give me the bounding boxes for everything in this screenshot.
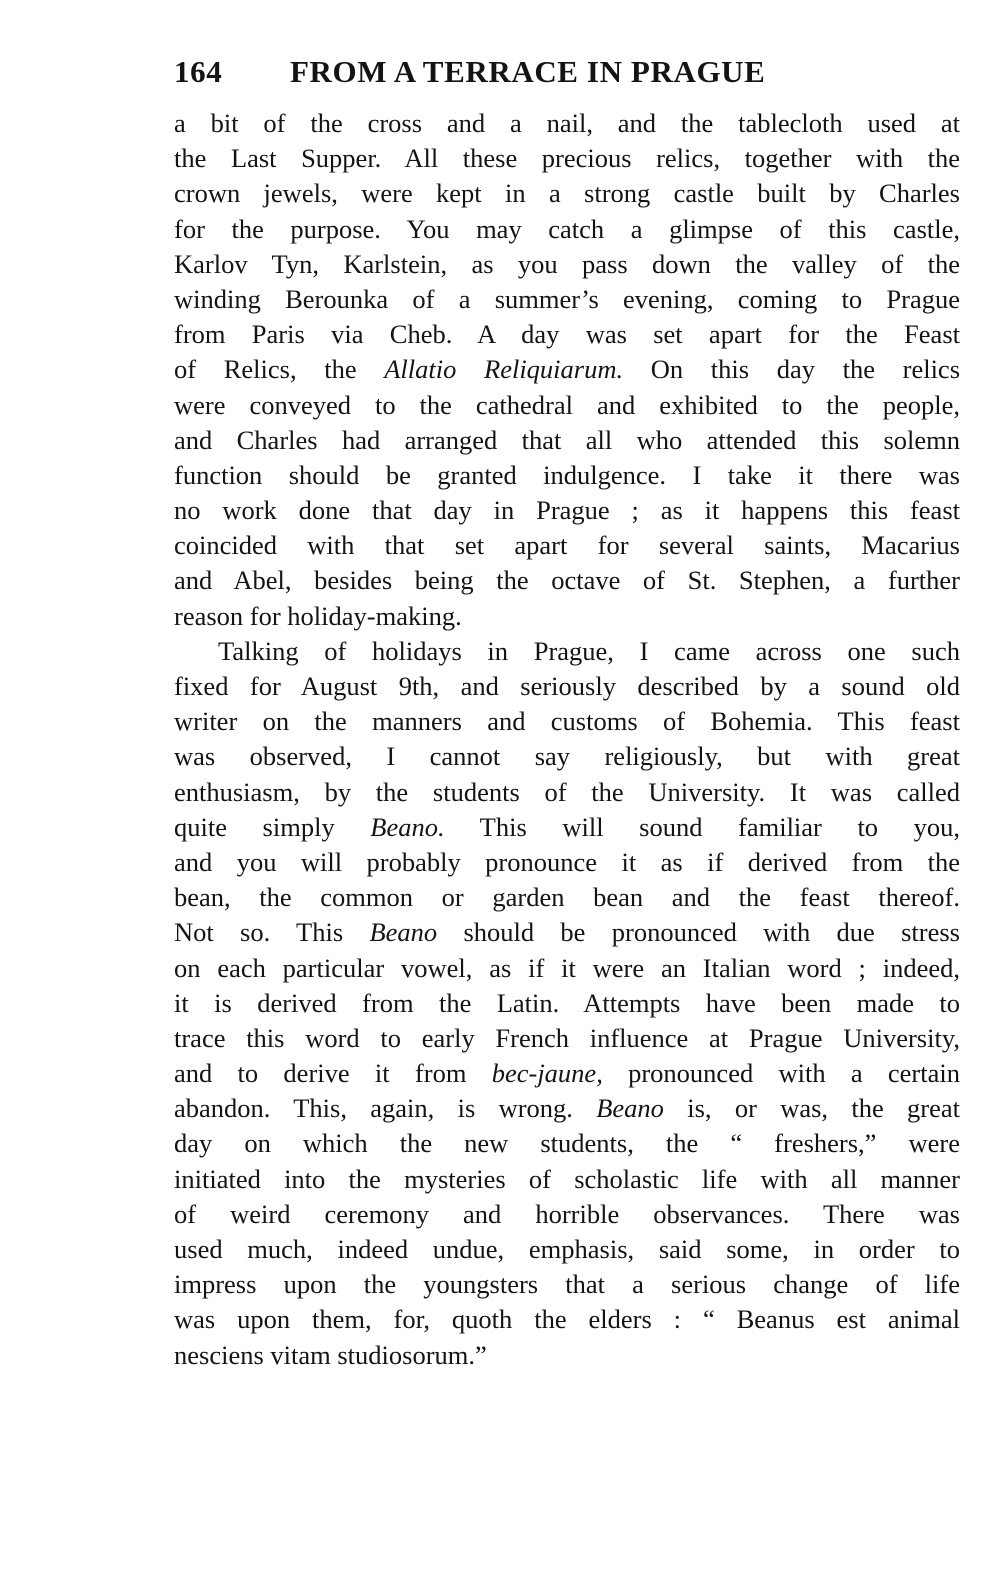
text-line: bean, the common or garden bean and the feast thereof. bbox=[174, 882, 960, 913]
text-line: Not so. This Beano should be pronounced with due stress bbox=[174, 917, 960, 948]
text-line: reason for holiday-making. bbox=[174, 600, 462, 631]
text-line: abandon. This, again, is wrong. Beano is, or was, the great bbox=[174, 1093, 960, 1124]
text-line: quite simply Beano. This will sound familiar to you, bbox=[174, 811, 960, 842]
italic-phrase: Beano bbox=[369, 917, 438, 948]
text-line: and Abel, besides being the octave of St. Stephen, a further bbox=[174, 565, 960, 596]
text-line: coincided with that set apart for several saints, Macarius bbox=[174, 530, 960, 561]
text-line: and to derive it from bec-jaune, pronounced with a certain bbox=[174, 1058, 960, 1089]
text-line: crown jewels, were kept in a strong castle built by Charles bbox=[174, 178, 960, 209]
page-number: 164 bbox=[174, 54, 223, 89]
body-text bbox=[174, 106, 960, 1373]
text-line: and you will probably pronounce it as if derived from the bbox=[174, 846, 960, 877]
text-line: of Relics, the Allatio Reliquiarum. On this day the relics bbox=[174, 354, 961, 385]
text-line: was observed, I cannot say religiously, but with great bbox=[174, 741, 960, 772]
text-line: function should be granted indulgence. I take it there was bbox=[174, 459, 960, 490]
text-line: from Paris via Cheb. A day was set apart for the Feast bbox=[174, 319, 960, 350]
running-head bbox=[174, 50, 960, 94]
paragraph-1 bbox=[174, 106, 960, 634]
text-line: no work done that day in Prague ; as it happens this feast bbox=[174, 495, 960, 526]
text-line: winding Berounka of a summer’s evening, coming to Prague bbox=[174, 283, 960, 314]
text-line: Talking of holidays in Prague, I came across one such bbox=[218, 635, 960, 666]
text-line: and Charles had arranged that all who attended this solemn bbox=[174, 424, 960, 455]
italic-phrase: Allatio Reliquiarum. bbox=[384, 354, 624, 385]
paragraph-2 bbox=[174, 634, 960, 1373]
text-line: nesciens vitam studiosorum.” bbox=[174, 1339, 487, 1370]
italic-phrase: Beano bbox=[596, 1093, 664, 1124]
text-line: trace this word to early French influence at Prague University, bbox=[174, 1022, 960, 1053]
text-line: enthusiasm, by the students of the University. It was called bbox=[174, 776, 960, 807]
text-line: a bit of the cross and a nail, and the tablecloth used at bbox=[174, 108, 960, 138]
text-line: was upon them, for, quoth the elders : “ Beanus est animal bbox=[174, 1304, 960, 1335]
text-line: were conveyed to the cathedral and exhibited to the people, bbox=[174, 389, 960, 420]
text-line: fixed for August 9th, and seriously described by a sound old bbox=[174, 671, 960, 701]
italic-phrase: Beano. bbox=[370, 811, 445, 842]
text-line: on each particular vowel, as if it were an Italian word ; indeed, bbox=[174, 952, 960, 983]
text-line: of weird ceremony and horrible observances. There was bbox=[174, 1198, 960, 1229]
text-line: writer on the manners and customs of Bohemia. This feast bbox=[174, 706, 960, 737]
text-line: it is derived from the Latin. Attempts have been made to bbox=[174, 987, 960, 1018]
text-line: initiated into the mysteries of scholastic life with all manner bbox=[174, 1163, 960, 1194]
book-page bbox=[174, 50, 960, 1373]
italic-phrase: bec-jaune, bbox=[491, 1058, 603, 1089]
text-line: for the purpose. You may catch a glimpse of this castle, bbox=[174, 213, 960, 244]
text-line: impress upon the youngsters that a serious change of life bbox=[174, 1269, 960, 1300]
text-line: the Last Supper. All these precious relics, together with the bbox=[174, 143, 960, 174]
text-line: day on which the new students, the “ freshers,” were bbox=[174, 1128, 960, 1159]
text-line: Karlov Tyn, Karlstein, as you pass down the valley of the bbox=[174, 248, 960, 279]
running-title: FROM A TERRACE IN PRAGUE bbox=[290, 54, 766, 89]
text-line: used much, indeed undue, emphasis, said some, in order to bbox=[174, 1234, 960, 1264]
